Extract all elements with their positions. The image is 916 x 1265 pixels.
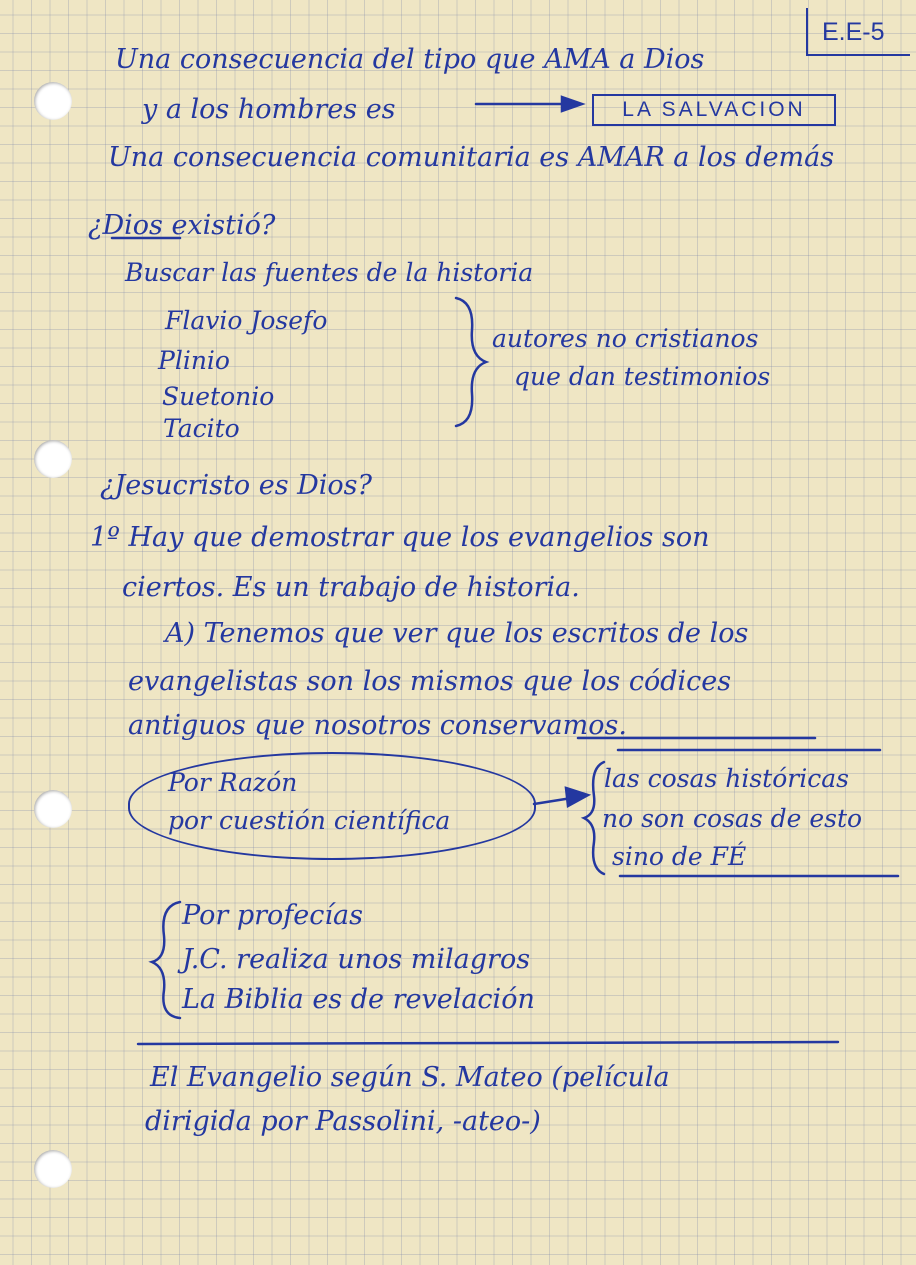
point-one-line: ciertos. Es un trabajo de historia.: [122, 572, 580, 603]
point-a-line: A) Tenemos que ver que los escritos de los: [165, 618, 749, 649]
faith-note: las cosas históricas: [604, 764, 849, 793]
authors-note: autores no cristianos: [492, 324, 759, 353]
film-note: El Evangelio según S. Mateo (película: [150, 1062, 670, 1093]
question-jesus-god: ¿Jesucristo es Dios?: [100, 470, 373, 501]
line-search-sources: Buscar las fuentes de la historia: [125, 258, 534, 287]
authors-note: que dan testimonios: [514, 362, 771, 391]
salvation-box: LA SALVACION: [592, 94, 836, 126]
point-a-line: evangelistas son los mismos que los códices: [128, 666, 732, 697]
reasons-item: Por profecías: [182, 900, 363, 931]
page-code: E.E-5: [806, 8, 910, 56]
arrow-head-icon: [562, 97, 582, 111]
author-item: Plinio: [158, 346, 230, 375]
author-item: Tacito: [163, 414, 240, 443]
point-a-line: antiguos que nosotros conservamos.: [128, 710, 627, 741]
film-note: dirigida por Passolini, -ateo-): [145, 1106, 541, 1137]
author-item: Suetonio: [162, 382, 275, 411]
point-one-line: 1º Hay que demostrar que los evangelios son: [90, 522, 710, 553]
brace-icon: [152, 902, 180, 1018]
faith-note: sino de FÉ: [612, 842, 747, 871]
faith-note: no son cosas de esto: [602, 804, 863, 833]
reasons-item: La Biblia es de revelación: [182, 984, 535, 1015]
divider: [138, 1042, 838, 1044]
arrow-head-icon: [566, 788, 588, 806]
question-god-existed: ¿Dios existió?: [88, 210, 276, 241]
line-love-god: Una consecuencia del tipo que AMA a Dios: [115, 44, 705, 75]
oval-text: por cuestión científica: [168, 806, 451, 835]
reasons-item: J.C. realiza unos milagros: [182, 944, 531, 975]
author-item: Flavio Josefo: [165, 306, 328, 335]
line-and-men: y a los hombres es: [142, 94, 396, 125]
line-community: Una consecuencia comunitaria es AMAR a los demás: [108, 142, 835, 173]
brace-icon: [456, 298, 486, 426]
brace-icon: [584, 762, 604, 874]
oval-text: Por Razón: [168, 768, 298, 797]
